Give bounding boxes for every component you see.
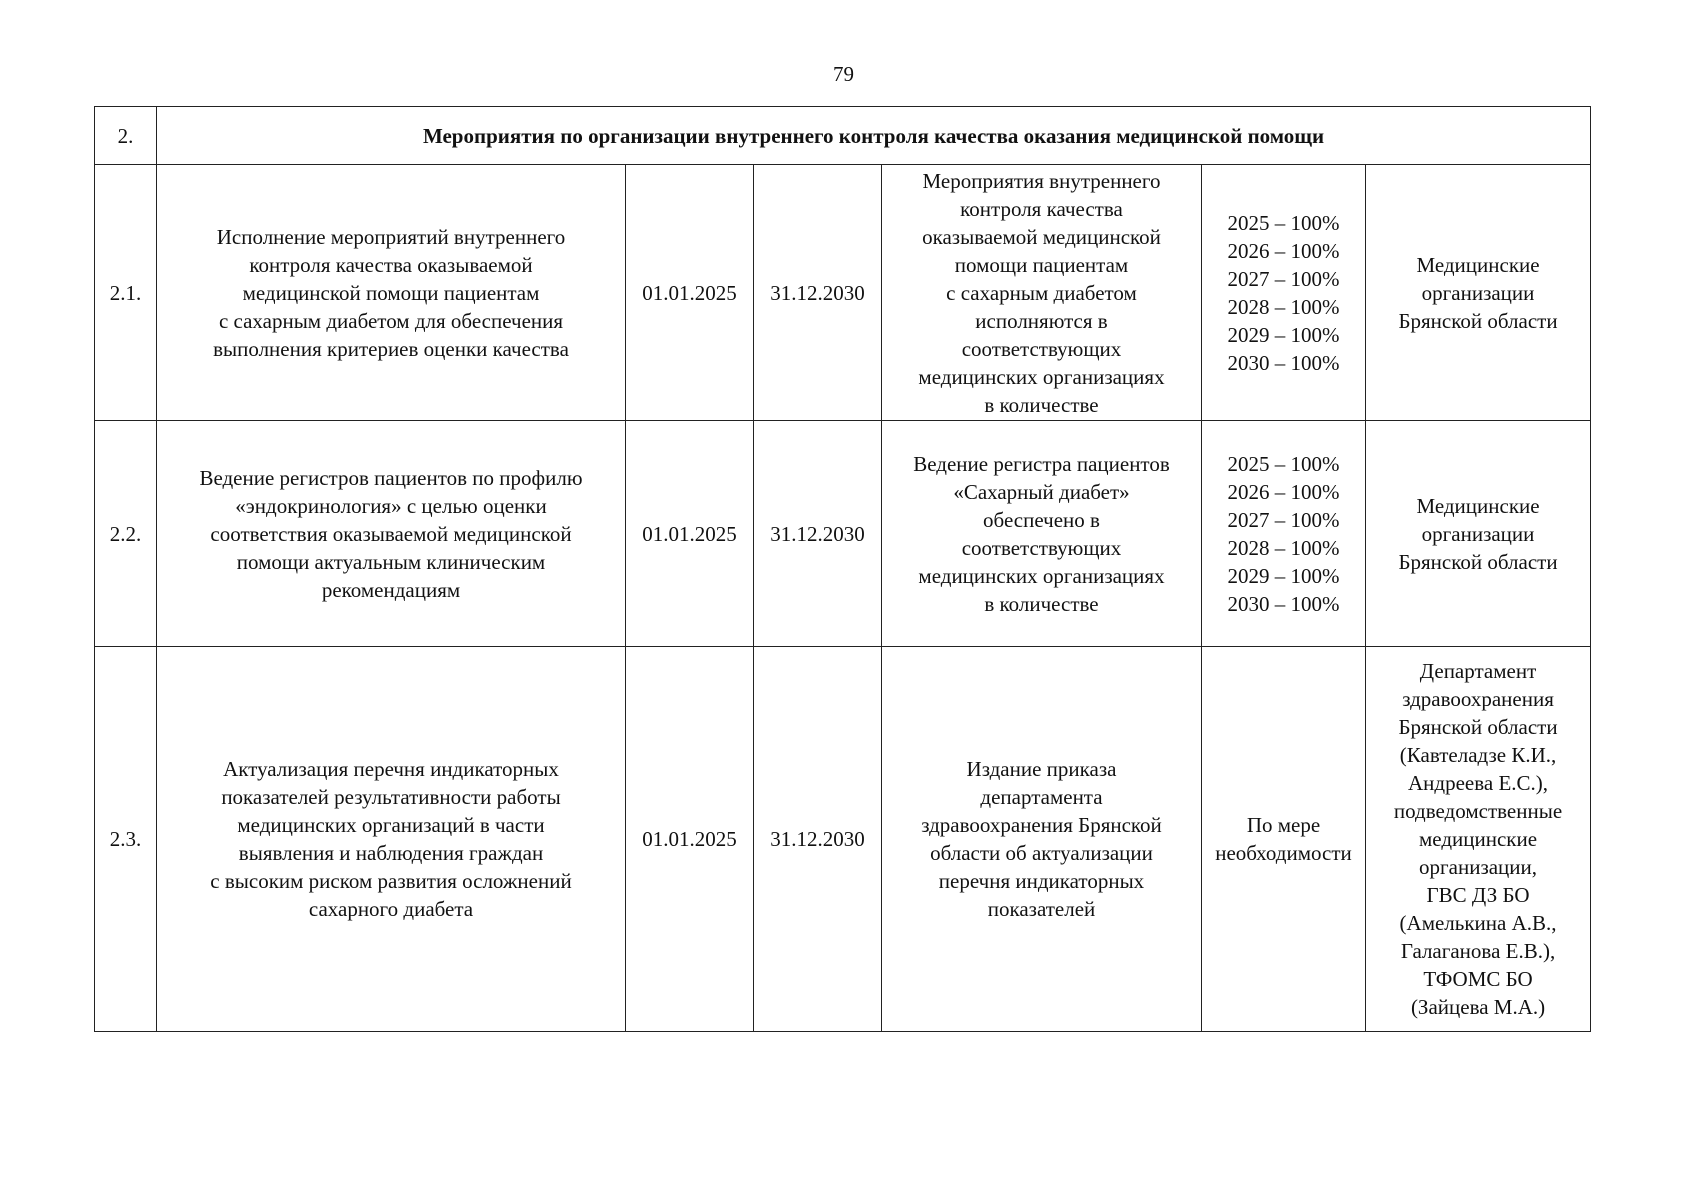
responsible-cell: Медицинские организации Брянской области (1366, 165, 1591, 421)
section-title: Мероприятия по организации внутреннего контроля качества оказания медицинской помощи (157, 107, 1591, 165)
indicator-cell: 2025 – 100% 2026 – 100% 2027 – 100% 2028 – 100% 2029 – 100% 2030 – 100% (1202, 421, 1366, 647)
table-row (95, 647, 1591, 1032)
activity-cell: Ведение регистров пациентов по профилю «эндокринология» с целью оценки соответствия оказываемой медицинской помощи актуальным клиническим рекомендациям (157, 421, 626, 647)
row-number: 2.2. (95, 421, 157, 647)
page-number: 79 (833, 62, 854, 86)
table-row (95, 421, 1591, 647)
end-date-cell: 31.12.2030 (754, 421, 882, 647)
table-row (95, 165, 1591, 421)
start-date-cell: 01.01.2025 (626, 647, 754, 1032)
indicator-cell: 2025 – 100% 2026 – 100% 2027 – 100% 2028 – 100% 2029 – 100% 2030 – 100% (1202, 165, 1366, 421)
row-number: 2.3. (95, 647, 157, 1032)
responsible-cell: Департамент здравоохранения Брянской области (Кавтеладзе К.И., Андреева Е.С.), подведомственные медицинские организации, ГВС ДЗ БО (Амелькина А.В., Галаганова Е.В.), ТФОМС БО (Зайцева М.А.) (1366, 647, 1591, 1032)
start-date-cell: 01.01.2025 (626, 421, 754, 647)
activity-cell: Актуализация перечня индикаторных показателей результативности работы медицинских организаций в части выявления и наблюдения граждан с высоким риском развития осложнений сахарного диабета (157, 647, 626, 1032)
section-number: 2. (95, 107, 157, 165)
start-date-cell: 01.01.2025 (626, 165, 754, 421)
result-cell: Издание приказа департамента здравоохранения Брянской области об актуализации перечня индикаторных показателей (882, 647, 1202, 1032)
activities-table (94, 106, 1591, 1032)
responsible-cell: Медицинские организации Брянской области (1366, 421, 1591, 647)
result-cell: Ведение регистра пациентов «Сахарный диабет» обеспечено в соответствующих медицинских организациях в количестве (882, 421, 1202, 647)
end-date-cell: 31.12.2030 (754, 165, 882, 421)
row-number: 2.1. (95, 165, 157, 421)
end-date-cell: 31.12.2030 (754, 647, 882, 1032)
result-cell: Мероприятия внутреннего контроля качества оказываемой медицинской помощи пациентам с сахарным диабетом исполняются в соответствующих медицинских организациях в количестве (882, 165, 1202, 421)
indicator-cell: По мере необходимости (1202, 647, 1366, 1032)
section-header-row (95, 107, 1591, 165)
activity-cell: Исполнение мероприятий внутреннего контроля качества оказываемой медицинской помощи пациентам с сахарным диабетом для обеспечения выполнения критериев оценки качества (157, 165, 626, 421)
